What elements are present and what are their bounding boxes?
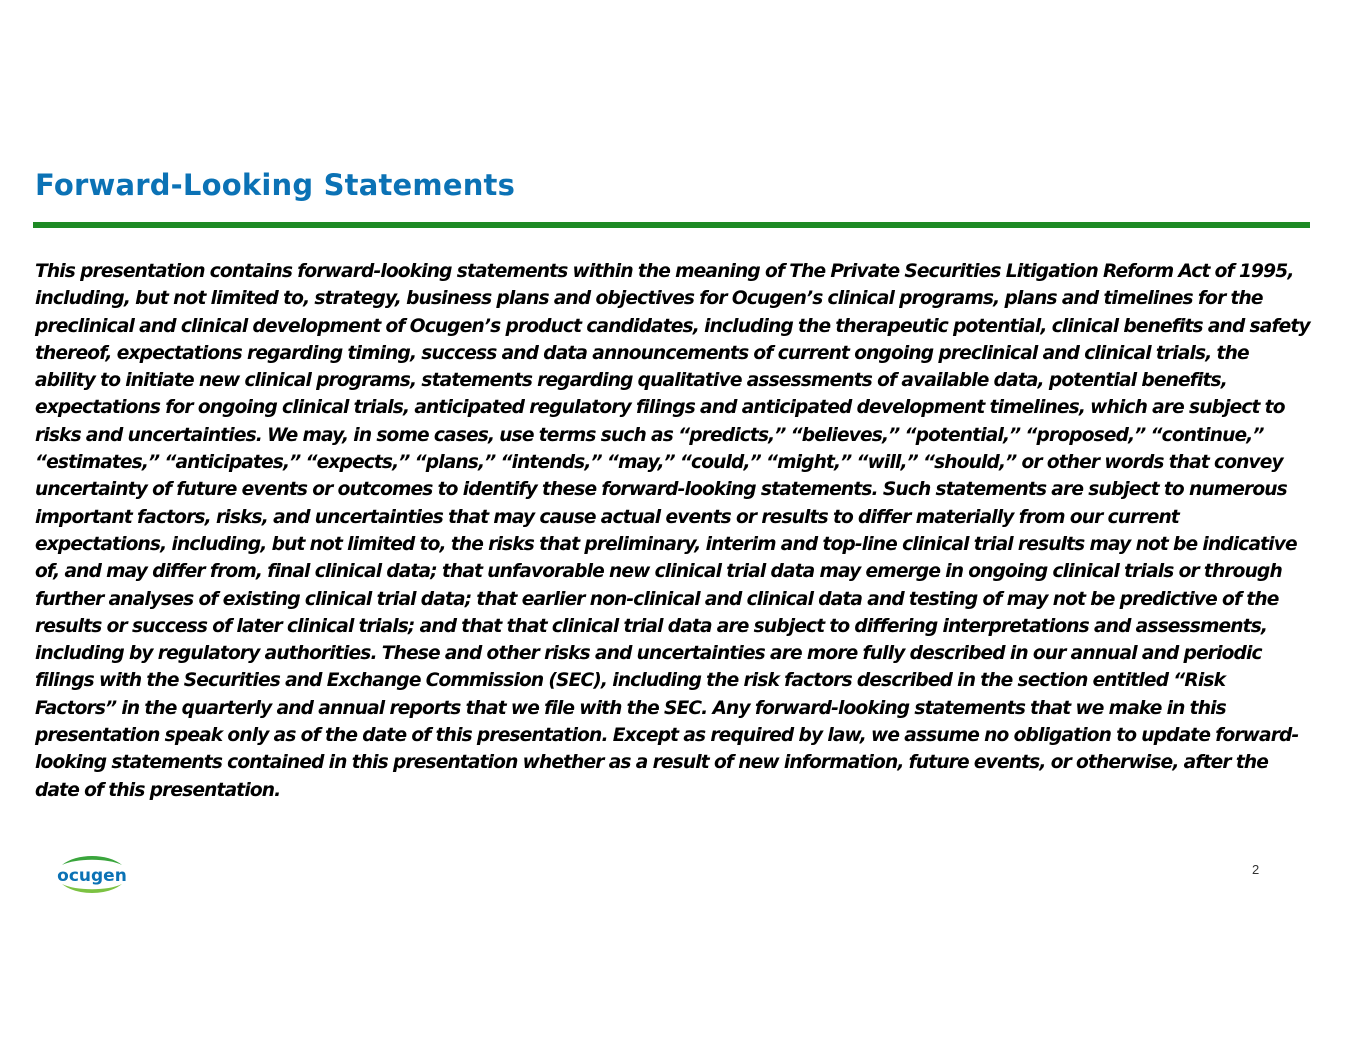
forward-looking-statement-text: This presentation contains forward-looking statements within the meaning of The Private Securities Litigation Reform Act of 1995, including, but not limited to, strategy, business plans and objectives for Ocugen’s clinical programs, plans and timelines for the preclinical and clinical development of Ocugen’s product candidates, including the therapeutic potential, clinical benefits and safety thereof, expectations regarding timing, success and data announcements of current ongoing preclinical and clinical trials, the ability to initiate new clinical programs, statements regarding qualitative assessments of available data, potential benefits, expectations for ongoing clinical trials, anticipated regulatory filings and anticipated development timelines, which are subject to risks and uncertainties. We may, in some cases, use terms such as “predicts,” “believes,” “potential,” “proposed,” “continue,” “estimates,” “anticipates,” “expects,” “plans,” “intends,” “may,” “could,” “might,” “will,” “should,” or other words that convey uncertainty of future events or outcomes to identify these forward-looking statements. Such statements are subject to numerous important factors, risks, and uncertainties that may cause actual events or results to differ materially from our current expectations, including, but not limited to, the risks that preliminary, interim and top-line clinical trial results may not be indicative of, and may differ from, final clinical data; that unfavorable new clinical trial data may emerge in ongoing clinical trials or through further analyses of existing clinical trial data; that earlier non-clinical and clinical data and testing of may not be predictive of the results or success of later clinical trials; and that that clinical trial data are subject to differing interpretations and assessments, including by regulatory authorities. These and other risks and uncertainties are more fully described in our annual and periodic filings with the Securities and Exchange Commission (SEC), including the risk factors described in the section entitled “Risk Factors” in the quarterly and annual reports that we file with the SEC. Any forward-looking statements that we make in this presentation speak only as of the date of this presentation. Except as required by law, we assume no obligation to update forward-looking statements contained in this presentation whether as a result of new information, future events, or otherwise, after the date of this presentation. (35, 261, 1310, 801)
page-number: 2 (1252, 862, 1260, 877)
title-divider (33, 222, 1310, 228)
slide-title: Forward-Looking Statements (35, 168, 516, 202)
ocugen-logo-icon (56, 852, 128, 896)
logo-wordmark: ocugen (57, 866, 127, 886)
company-logo (56, 852, 128, 896)
